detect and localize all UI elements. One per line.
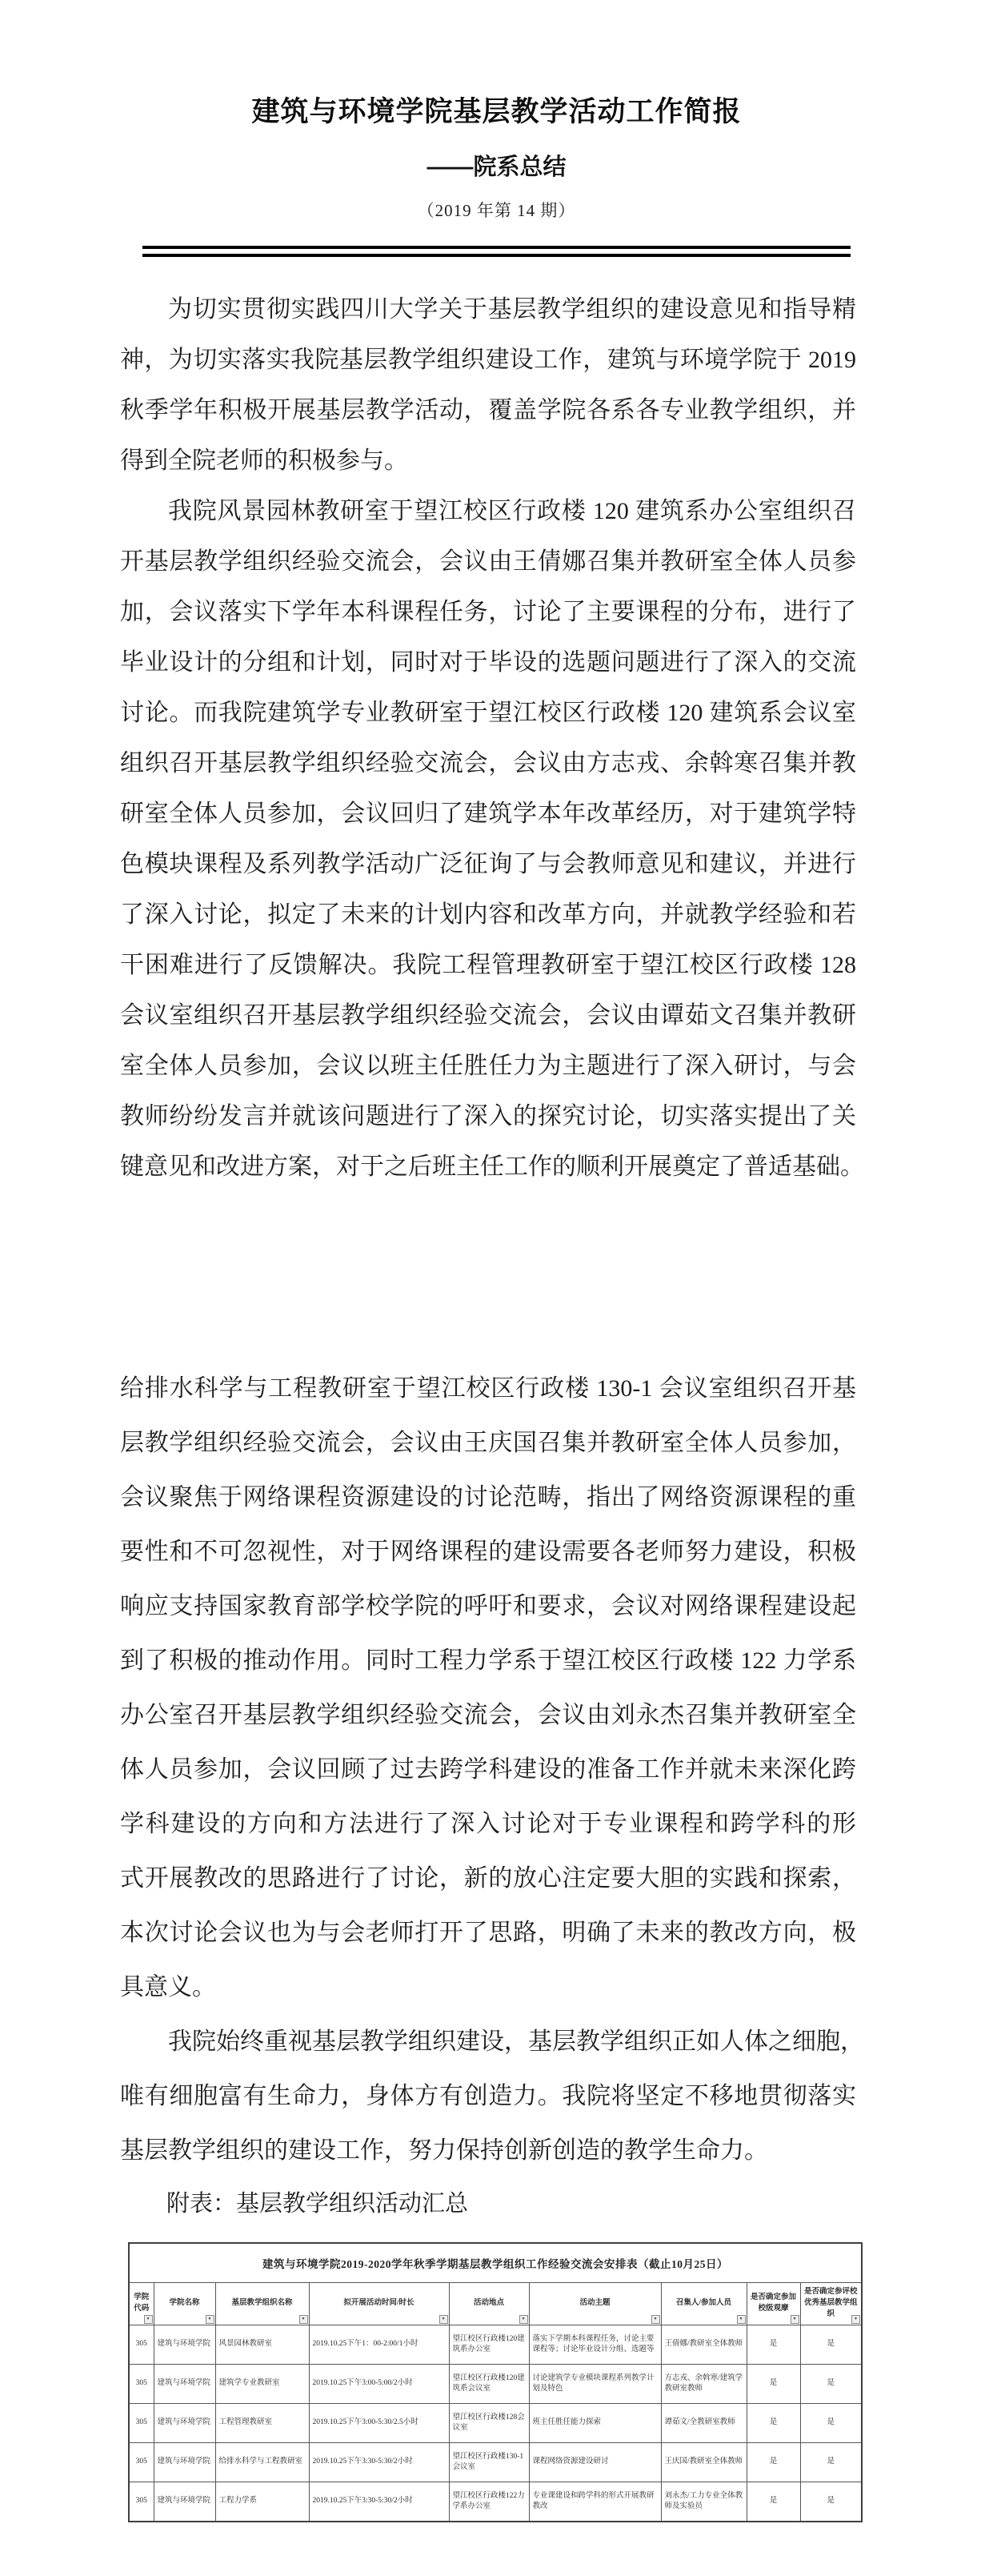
table-cell: 落实下学期本科课程任务，讨论主要课程等；讨论毕业设计分组、选题等 (529, 2325, 661, 2365)
table-cell: 305 (129, 2482, 154, 2522)
column-header-label: 活动地点 (473, 2299, 504, 2308)
filter-dropdown-icon: ▾ (791, 2315, 799, 2324)
text-line: 到了积极的推动作用。同时工程力学系于望江校区行政楼 122 力学系 (120, 1647, 856, 1674)
document-header (0, 0, 993, 257)
column-header (529, 2283, 661, 2325)
column-header-label: 是否确定参加校级观摩 (750, 2293, 796, 2313)
text-line: 本次讨论会议也为与会老师打开了思路，明确了未来的教改方向，极 (120, 1920, 856, 1946)
table-cell: 建筑与环境学院 (154, 2404, 215, 2443)
table-row (129, 2365, 862, 2404)
table-cell: 望江校区行政楼120建筑系办公室 (449, 2325, 529, 2365)
text-line: 具意义。 (120, 1974, 216, 2000)
table-title: 建筑与环境学院2019-2020学年秋季学期基层教学组织工作经验交流会安排表（截止10月25日） (129, 2243, 862, 2283)
text-line: 加，会议落实下学年本科课程任务，讨论了主要课程的分布，进行了 (120, 599, 856, 625)
text-line: 毕业设计的分组和计划，同时对于毕设的选题问题进行了深入的交流 (120, 649, 856, 676)
table-row (129, 2325, 862, 2365)
table-header-row (129, 2283, 862, 2325)
table-title-row (129, 2243, 862, 2283)
table-cell: 是 (800, 2325, 862, 2365)
table-cell: 望江校区行政楼128会议室 (449, 2404, 529, 2443)
table-cell: 工程力学系 (215, 2482, 309, 2522)
filter-dropdown-icon: ▾ (439, 2315, 448, 2324)
table-cell: 2019.10.25下午3:00-5:30/2.5小时 (309, 2404, 449, 2443)
text-line: 讨论。而我院建筑学专业教研室于望江校区行政楼 120 建筑系会议室 (120, 700, 856, 726)
text-line: 我院始终重视基层教学组织建设，基层教学组织正如人体之细胞， (168, 2028, 864, 2055)
column-header-label: 是否确定参评校优秀基层教学组织 (804, 2288, 858, 2318)
table-cell: 是 (747, 2404, 800, 2443)
text-line: 键意见和改进方案，对于之后班主任工作的顺利开展奠定了普适基础。 (120, 1154, 864, 1180)
table-cell: 305 (129, 2404, 154, 2443)
table-cell: 是 (747, 2365, 800, 2404)
table-cell: 是 (800, 2482, 862, 2522)
column-header (449, 2283, 529, 2325)
attachment-label: 附表：基层教学组织活动汇总 (166, 2191, 469, 2217)
text-line: 了深入讨论，拟定了未来的计划内容和改革方向，并就教学经验和若 (120, 901, 856, 928)
text-line: 会议聚焦于网络课程资源建设的讨论范畴，指出了网络资源课程的重 (120, 1484, 856, 1511)
double-rule-divider (142, 246, 851, 257)
table-cell: 305 (129, 2365, 154, 2404)
column-header-label: 基层教学组织名称 (231, 2299, 293, 2308)
text-line: 秋季学年积极开展基层教学活动，覆盖学院各系各专业教学组织，并 (120, 397, 856, 423)
text-line: 干困难进行了反馈解决。我院工程管理教研室于望江校区行政楼 128 (120, 952, 856, 978)
table-cell: 是 (747, 2482, 800, 2522)
page-title: 建筑与环境学院基层教学活动工作简报 (251, 96, 742, 127)
filter-dropdown-icon: ▾ (851, 2315, 860, 2324)
text-line: 要性和不可忽视性，对于网络课程的建设需要各老师努力建设，积极 (120, 1539, 856, 1565)
table-cell: 305 (129, 2443, 154, 2482)
filter-dropdown-icon: ▾ (651, 2315, 660, 2324)
table-cell: 建筑与环境学院 (154, 2325, 215, 2365)
text-line: 色模块课程及系列教学活动广泛征询了与会教师意见和建议，并进行 (120, 851, 856, 877)
text-line: 体人员参加，会议回顾了过去跨学科建设的准备工作并就未来深化跨 (120, 1756, 856, 1783)
text-line: 响应支持国家教育部学校学院的呼吁和要求，会议对网络课程建设起 (120, 1593, 856, 1619)
text-line: 教师纷纷发言并就该问题进行了深入的探究讨论，切实落实提出了关 (120, 1103, 856, 1130)
text-line: 组织召开基层教学组织经验交流会，会议由方志戎、余斡寒召集并教 (120, 750, 856, 776)
table-cell: 是 (800, 2365, 862, 2404)
table-cell: 望江校区行政楼122力学系办公室 (449, 2482, 529, 2522)
paragraph (120, 1362, 856, 2015)
table-cell: 2019.10.25下午1：00-2:00/1小时 (309, 2325, 449, 2365)
column-header-label: 学院代码 (134, 2293, 150, 2313)
column-header-label: 拟开展活动时间/时长 (343, 2299, 414, 2308)
text-line: 得到全院老师的积极参与。 (120, 447, 408, 474)
filter-dropdown-icon: ▾ (144, 2315, 153, 2324)
table-cell: 2019.10.25下午3:30-5:30/2小时 (309, 2482, 449, 2522)
table-cell: 是 (747, 2325, 800, 2365)
table-cell: 专业课建设和跨学科的形式开展教研教改 (529, 2482, 661, 2522)
filter-dropdown-icon: ▾ (737, 2315, 746, 2324)
activity-table (128, 2242, 863, 2522)
text-line: 为切实贯彻实践四川大学关于基层教学组织的建设意见和指导精 (168, 296, 856, 323)
text-line: 会议室组织召开基层教学组织经验交流会，会议由谭茹文召集并教研 (120, 1002, 856, 1029)
column-header (129, 2283, 154, 2325)
table-cell: 工程管理教研室 (215, 2404, 309, 2443)
table-cell: 是 (747, 2443, 800, 2482)
table-cell: 给排水科学与工程教研室 (215, 2443, 309, 2482)
table-body (129, 2325, 862, 2522)
rule-bar-top (142, 246, 851, 249)
table-cell: 讨论建筑学专业模块课程系列教学计划及特色 (529, 2365, 661, 2404)
column-header-label: 活动主题 (579, 2299, 611, 2308)
table-cell: 课程网络资源建设研讨 (529, 2443, 661, 2482)
table-cell: 王庆国/教研室全体教师 (661, 2443, 747, 2482)
table-cell: 2019.10.25下午3:30-5:30/2小时 (309, 2443, 449, 2482)
text-line: 给排水科学与工程教研室于望江校区行政楼 130-1 会议室组织召开基 (120, 1375, 856, 1402)
table-cell: 方志戎、余斡寒/建筑学教研室教师 (661, 2365, 747, 2404)
paragraph (120, 486, 864, 1192)
page-break-gap (120, 1192, 856, 1362)
paragraph (120, 284, 856, 486)
text-line: 唯有细胞富有生命力，身体方有创造力。我院将坚定不移地贯彻落实 (120, 2083, 856, 2109)
column-header (800, 2283, 862, 2325)
table-cell: 是 (800, 2443, 862, 2482)
table-cell: 建筑学专业教研室 (215, 2365, 309, 2404)
table-cell: 305 (129, 2325, 154, 2365)
table-row (129, 2482, 862, 2522)
table-cell: 2019.10.25下午3:00-5:00/2小时 (309, 2365, 449, 2404)
table-cell: 刘永杰/工力专业全体教师及实验员 (661, 2482, 747, 2522)
filter-dropdown-icon: ▾ (299, 2315, 308, 2324)
table-cell: 谭茹文/全教研室教师 (661, 2404, 747, 2443)
table-cell: 望江校区行政楼120建筑系会议室 (449, 2365, 529, 2404)
column-header (215, 2283, 309, 2325)
text-line: 办公室召开基层教学组织经验交流会，会议由刘永杰召集并教研室全 (120, 1702, 856, 1728)
column-header-label: 召集人/参加人员 (675, 2299, 732, 2308)
text-line: 开基层教学组织经验交流会，会议由王倩娜召集并教研室全体人员参 (120, 548, 856, 575)
text-line: 学科建设的方向和方法进行了深入讨论对于专业课程和跨学科的形 (120, 1811, 856, 1837)
text-line: 式开展教改的思路进行了讨论，新的放心注定要大胆的实践和探索， (120, 1865, 856, 1892)
column-header (747, 2283, 800, 2325)
text-line: 神，为切实落实我院基层教学组织建设工作，建筑与环境学院于 2019 (120, 347, 856, 373)
issue-number: （2019 年第 14 期） (417, 201, 576, 220)
column-header-label: 学院名称 (169, 2299, 200, 2308)
column-header (661, 2283, 747, 2325)
table-cell: 风景园林教研室 (215, 2325, 309, 2365)
text-line: 我院风景园林教研室于望江校区行政楼 120 建筑系办公室组织召 (168, 498, 856, 524)
rule-bar-bottom (142, 254, 851, 257)
text-line: 基层教学组织的建设工作，努力保持创新创造的教学生命力。 (120, 2137, 768, 2164)
filter-dropdown-icon: ▾ (206, 2315, 214, 2324)
text-line: 研室全体人员参加，会议回归了建筑学本年改革经历，对于建筑学特 (120, 800, 856, 827)
text-line: 层教学组织经验交流会，会议由王庆国召集并教研室全体人员参加， (120, 1430, 856, 1456)
paragraph (120, 2015, 864, 2178)
table-row (129, 2443, 862, 2482)
table-cell: 望江校区行政楼130-1会议室 (449, 2443, 529, 2482)
table-cell: 王倩娜/教研室全体教师 (661, 2325, 747, 2365)
table-row (129, 2404, 862, 2443)
table-cell: 班主任胜任能力探索 (529, 2404, 661, 2443)
table-cell: 建筑与环境学院 (154, 2365, 215, 2404)
text-line: 室全体人员参加，会议以班主任胜任力为主题进行了深入研讨，与会 (120, 1053, 856, 1079)
column-header (309, 2283, 449, 2325)
table-cell: 建筑与环境学院 (154, 2482, 215, 2522)
filter-dropdown-icon: ▾ (519, 2315, 528, 2324)
column-header (154, 2283, 215, 2325)
document-body (120, 284, 864, 2178)
table-cell: 建筑与环境学院 (154, 2443, 215, 2482)
page-subtitle: ——院系总结 (426, 154, 567, 180)
table-cell: 是 (800, 2404, 862, 2443)
